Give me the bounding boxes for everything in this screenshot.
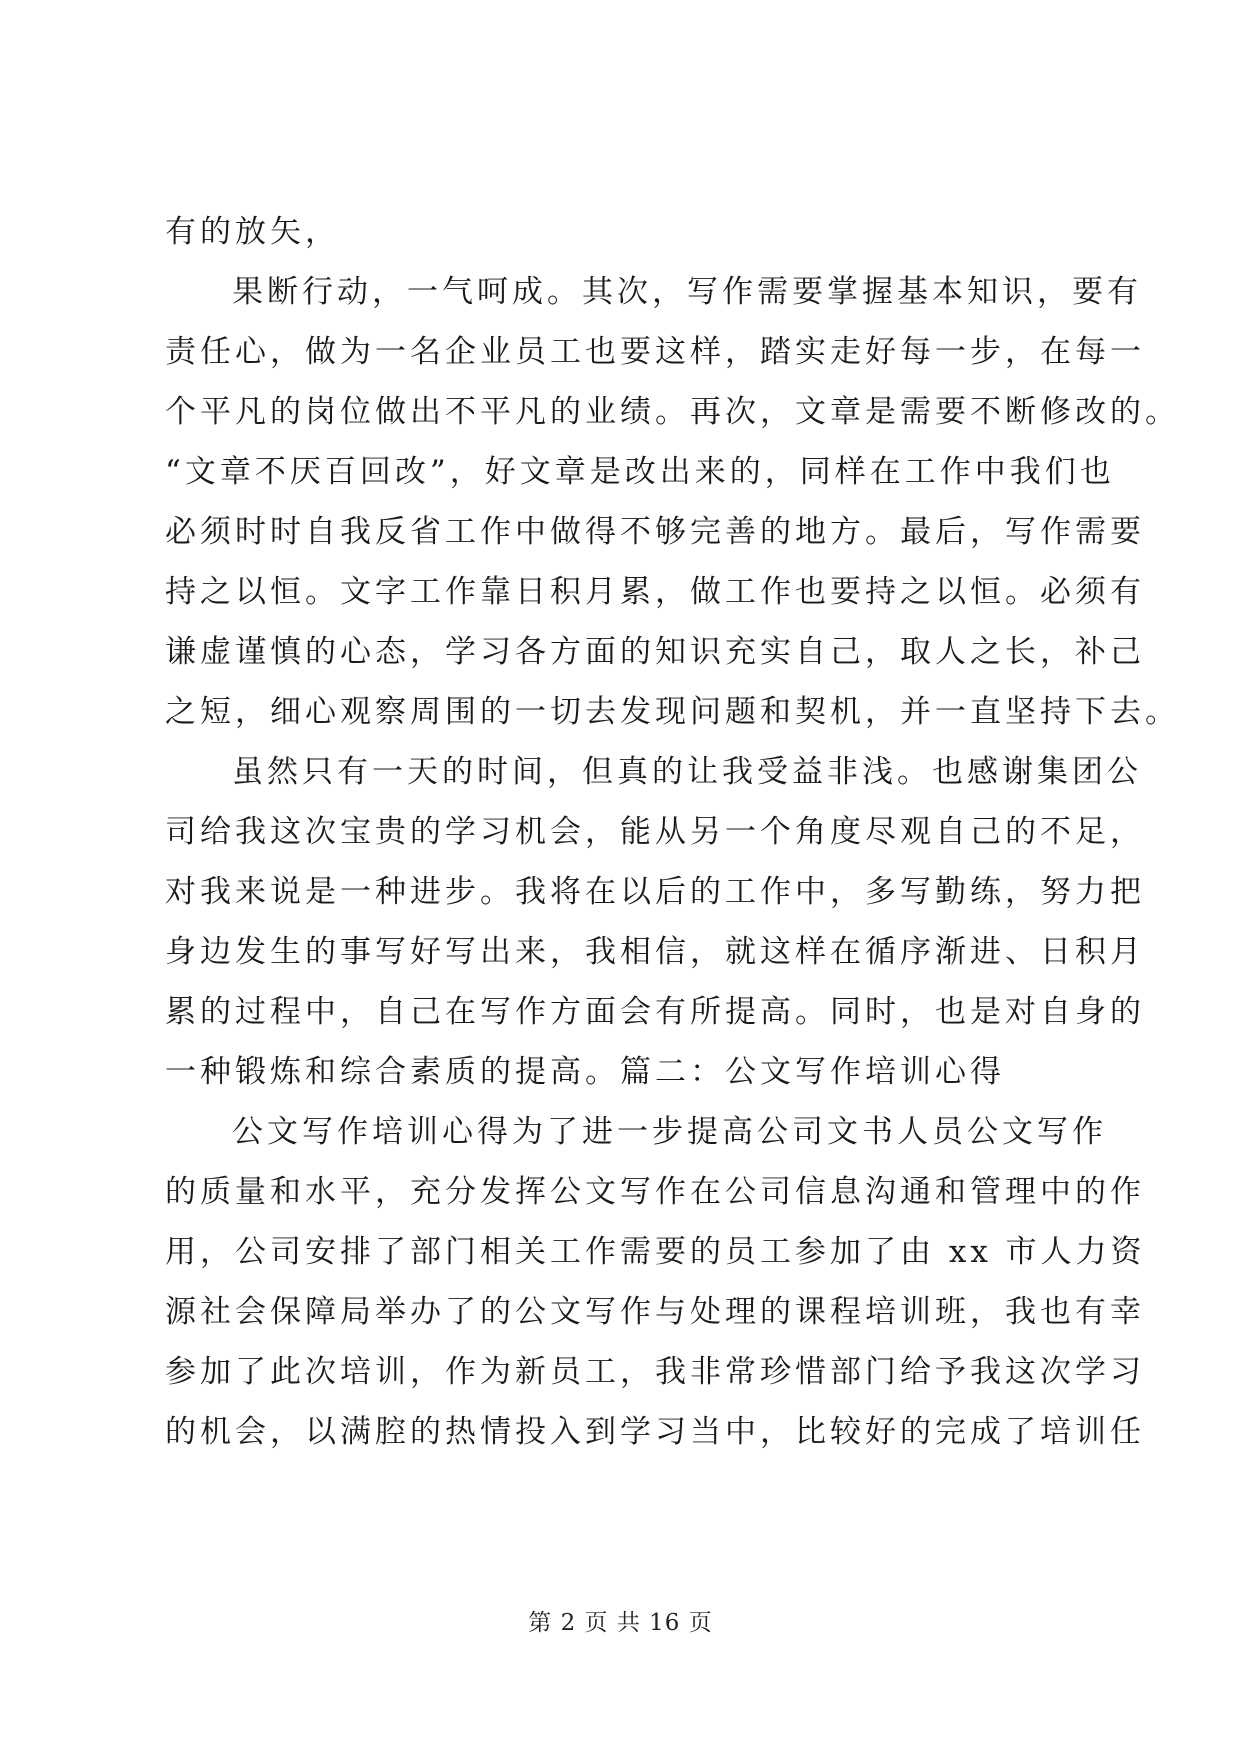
- text-line: 一种锻炼和综合素质的提高。篇二：公文写作培训心得: [165, 1054, 1005, 1090]
- text-line: 源社会保障局举办了的公文写作与处理的课程培训班，我也有幸: [165, 1294, 1145, 1330]
- text-line: 个平凡的岗位做出不平凡的业绩。再次，文章是需要不断修改的。: [165, 394, 1180, 430]
- text-line: 之短，细心观察周围的一切去发现问题和契机，并一直坚持下去。: [165, 694, 1180, 730]
- text-line: 有的放矢，: [165, 214, 340, 250]
- text-line: 持之以恒。文字工作靠日积月累，做工作也要持之以恒。必须有: [165, 574, 1145, 610]
- paragraph-start-line: 公文写作培训心得为了进一步提高公司文书人员公文写作: [232, 1114, 1107, 1150]
- text-line: 身边发生的事写好写出来，我相信，就这样在循序渐进、日积月: [165, 934, 1145, 970]
- paragraph-start-line: 果断行动，一气呵成。其次，写作需要掌握基本知识，要有: [232, 274, 1142, 310]
- text-line: 必须时时自我反省工作中做得不够完善的地方。最后，写作需要: [165, 514, 1145, 550]
- text-line: 责任心，做为一名企业员工也要这样，踏实走好每一步，在每一: [165, 334, 1145, 370]
- text-line: “文章不厌百回改”，好文章是改出来的，同样在工作中我们也: [165, 454, 1115, 490]
- text-line: 对我来说是一种进步。我将在以后的工作中，多写勤练，努力把: [165, 874, 1145, 910]
- paragraph-start-line: 虽然只有一天的时间，但真的让我受益非浅。也感谢集团公: [232, 754, 1142, 790]
- page-number-footer: 第 2 页 共 16 页: [528, 1610, 713, 1636]
- text-line: 累的过程中，自己在写作方面会有所提高。同时，也是对自身的: [165, 994, 1145, 1030]
- text-line: 谦虚谨慎的心态，学习各方面的知识充实自己，取人之长，补己: [165, 634, 1145, 670]
- text-line: 参加了此次培训，作为新员工，我非常珍惜部门给予我这次学习: [165, 1354, 1145, 1390]
- text-line: 的质量和水平，充分发挥公文写作在公司信息沟通和管理中的作: [165, 1174, 1145, 1210]
- text-line: 的机会，以满腔的热情投入到学习当中，比较好的完成了培训任: [165, 1414, 1145, 1450]
- text-line: 司给我这次宝贵的学习机会，能从另一个角度尽观自己的不足，: [165, 814, 1145, 850]
- text-line: 用，公司安排了部门相关工作需要的员工参加了由 xx 市人力资: [165, 1234, 1146, 1270]
